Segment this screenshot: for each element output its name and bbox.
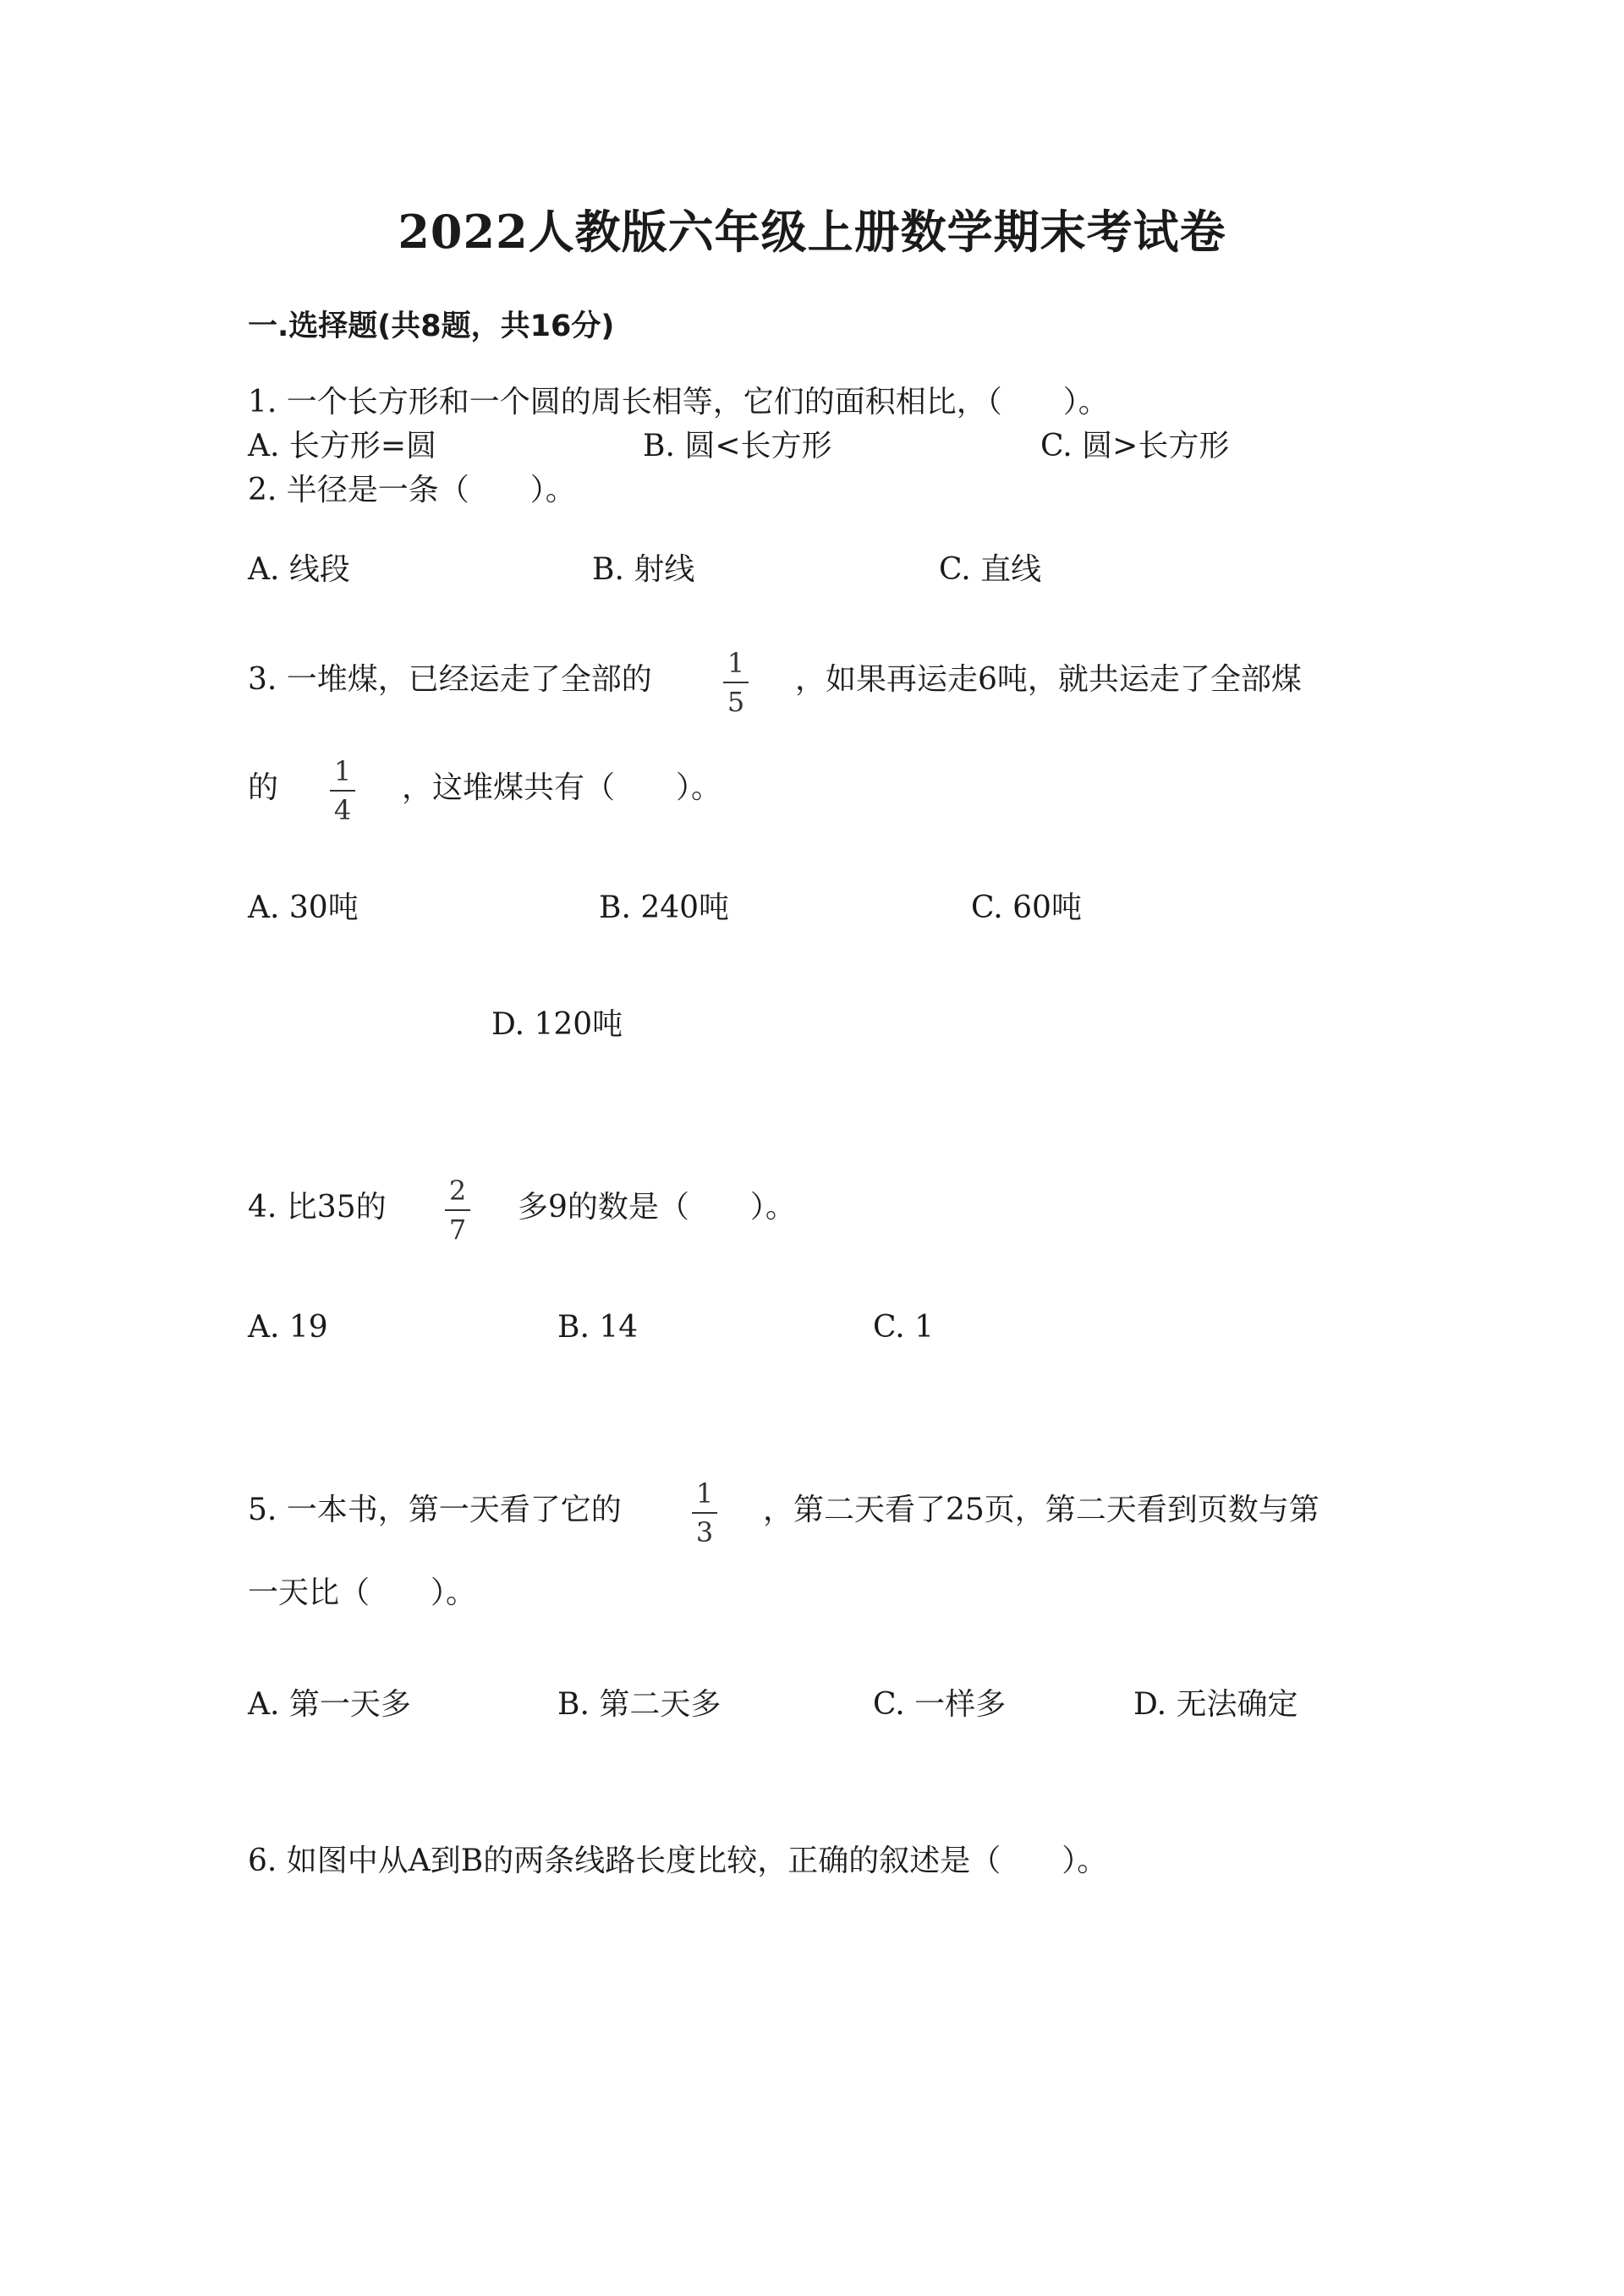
question-5-fraction: [692, 1477, 717, 1548]
page-title: 2022人教版六年级上册数学期末考试卷: [398, 205, 1226, 259]
question-5-option-c: C. 一样多: [873, 1687, 1007, 1722]
fraction-numerator: 1: [333, 755, 352, 787]
fraction-numerator: 2: [448, 1175, 467, 1207]
question-3-option-c: C. 60吨: [971, 890, 1082, 925]
question-3-fraction-2: [330, 755, 355, 826]
question-3-stem-part4: ，这堆煤共有（ ）。: [402, 770, 722, 805]
question-3-fraction-1: [723, 647, 749, 718]
question-5-option-d: D. 无法确定: [1133, 1687, 1298, 1722]
question-3-option-b: B. 240吨: [599, 890, 730, 925]
question-1-option-a: A. 长方形=圆: [248, 429, 437, 463]
question-2-option-a: A. 线段: [248, 552, 350, 587]
question-5-option-b: B. 第二天多: [557, 1687, 721, 1722]
fraction-numerator: 1: [727, 647, 745, 679]
fraction-bar: [723, 682, 749, 683]
question-6-stem: 6. 如图中从A到B的两条线路长度比较，正确的叙述是（ ）。: [248, 1844, 1108, 1878]
fraction-bar: [445, 1209, 470, 1211]
question-2-option-b: B. 射线: [592, 552, 695, 587]
fraction-denominator: 5: [727, 686, 745, 718]
question-5-stem-part1: 5. 一本书，第一天看了它的: [248, 1493, 622, 1527]
question-4-option-a: A. 19: [248, 1310, 328, 1345]
question-3-option-d: D. 120吨: [491, 1007, 623, 1042]
fraction-denominator: 7: [448, 1214, 467, 1246]
section-heading: 一.选择题(共8题，共16分): [248, 310, 615, 343]
question-4-fraction: [445, 1175, 470, 1246]
fraction-bar: [692, 1512, 717, 1514]
fraction-denominator: 3: [695, 1516, 714, 1548]
question-1-option-c: C. 圆>长方形: [1040, 429, 1230, 463]
question-5-stem-part3: 一天比（ ）。: [248, 1575, 477, 1610]
fraction-bar: [330, 790, 355, 792]
question-2-option-c: C. 直线: [939, 552, 1042, 587]
question-4-option-c: C. 1: [873, 1310, 935, 1345]
question-2-stem: 2. 半径是一条（ ）。: [248, 473, 576, 507]
question-3-stem-part3: 的: [248, 770, 279, 805]
fraction-numerator: 1: [695, 1477, 714, 1510]
question-1-option-b: B. 圆<长方形: [643, 429, 832, 463]
fraction-denominator: 4: [333, 794, 352, 826]
question-3-option-a: A. 30吨: [248, 890, 359, 925]
question-4-stem-part1: 4. 比35的: [248, 1190, 387, 1225]
question-3-stem-part1: 3. 一堆煤，已经运走了全部的: [248, 662, 652, 697]
question-4-option-b: B. 14: [557, 1310, 639, 1345]
question-1-stem: 1. 一个长方形和一个圆的周长相等，它们的面积相比，（ ）。: [248, 385, 1109, 419]
question-3-stem-part2: ，如果再运走6吨，就共运走了全部煤: [795, 662, 1302, 697]
question-4-stem-part2: 多9的数是（ ）。: [518, 1190, 796, 1225]
question-5-stem-part2: ，第二天看了25页，第二天看到页数与第: [763, 1493, 1320, 1527]
question-5-option-a: A. 第一天多: [248, 1687, 411, 1722]
